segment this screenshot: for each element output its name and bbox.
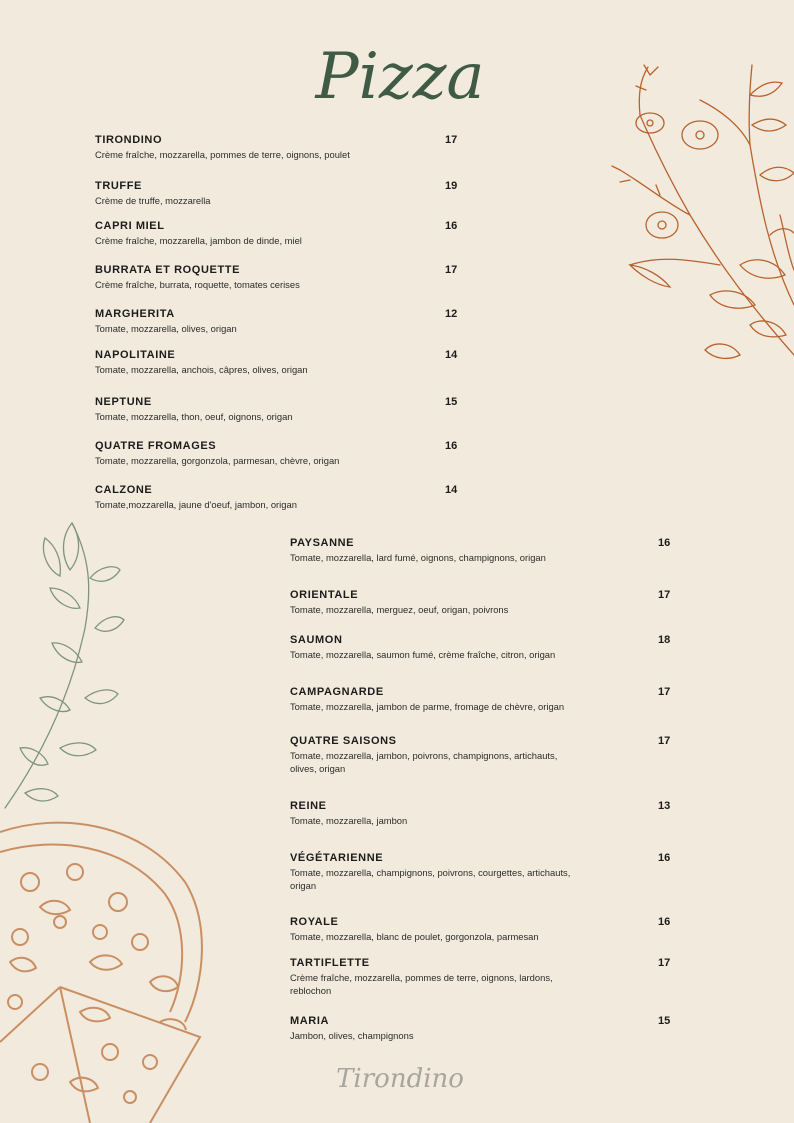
item-description: Tomate, mozzarella, lard fumé, oignons, champignons, origan	[290, 552, 546, 563]
item-price: 17	[445, 134, 458, 146]
item-description: Crème fraîche, burrata, roquette, tomates cerises	[95, 279, 300, 290]
item-price: 16	[445, 220, 458, 232]
menu-item-paysanne	[290, 537, 671, 564]
item-price: 14	[445, 349, 458, 361]
pizza-illustration	[0, 812, 210, 1123]
menu-item-orientale	[290, 589, 671, 616]
item-description: Crème fraîche, mozzarella, jambon de dinde, miel	[95, 235, 302, 246]
menu-item-reine	[290, 800, 671, 827]
item-name: CALZONE	[95, 484, 153, 496]
item-description: Tomate, mozzarella, anchois, câpres, olives, origan	[95, 364, 308, 375]
item-price: 16	[658, 537, 671, 549]
menu-item-maria	[290, 1015, 671, 1042]
item-description: Tomate, mozzarella, saumon fumé, crème fraîche, citron, origan	[290, 649, 556, 660]
item-name: QUATRE FROMAGES	[95, 440, 217, 452]
menu-title	[300, 18, 500, 128]
brand-logo	[330, 1055, 470, 1101]
menu-item-vegetarienne	[290, 852, 671, 892]
menu-item-margherita	[95, 308, 458, 335]
item-name: PAYSANNE	[290, 537, 355, 549]
menu-item-truffe	[95, 180, 458, 207]
menu-item-burrata-et-roquette	[95, 264, 458, 291]
menu-item-capri-miel	[95, 220, 458, 247]
item-description: Tomate, mozzarella, thon, oeuf, oignons, origan	[95, 411, 293, 422]
item-price: 12	[445, 308, 458, 320]
menu-item-napolitaine	[95, 349, 458, 376]
menu-item-quatre-fromages	[95, 440, 458, 467]
item-name: REINE	[290, 800, 327, 812]
menu-item-tartiflette	[290, 957, 671, 997]
item-name: TIRONDINO	[95, 134, 163, 146]
item-description: Tomate, mozzarella, jambon, poivrons, champignons, artichauts, olives, origan	[290, 750, 558, 774]
item-description: Tomate, mozzarella, olives, origan	[95, 323, 237, 334]
item-name: TARTIFLETTE	[290, 957, 370, 969]
item-description: Crème de truffe, mozzarella	[95, 195, 211, 206]
item-description: Tomate,mozzarella, jaune d'oeuf, jambon, origan	[95, 499, 297, 510]
item-name: BURRATA ET ROQUETTE	[95, 264, 241, 276]
item-price: 17	[445, 264, 458, 276]
item-description: Tomate, mozzarella, blanc de poulet, gorgonzola, parmesan	[290, 931, 539, 942]
item-name: MARIA	[290, 1015, 330, 1027]
menu-item-quatre-saisons	[290, 735, 671, 775]
item-price: 17	[658, 735, 671, 747]
item-price: 15	[658, 1015, 671, 1027]
item-name: MARGHERITA	[95, 308, 175, 320]
item-name: NEPTUNE	[95, 396, 152, 408]
item-price: 15	[445, 396, 458, 408]
item-price: 16	[445, 440, 458, 452]
item-description: Tomate, mozzarella, jambon	[290, 815, 408, 826]
item-price: 16	[658, 916, 671, 928]
item-name: SAUMON	[290, 634, 343, 646]
item-price: 17	[658, 957, 671, 969]
item-description: Crème fraîche, mozzarella, pommes de terre, oignons, poulet	[95, 149, 350, 160]
menu-item-campagnarde	[290, 686, 671, 713]
menu-item-saumon	[290, 634, 671, 661]
item-description: Crème fraîche, mozzarella, pommes de terre, oignons, lardons, reblochon	[290, 972, 553, 996]
item-price: 18	[658, 634, 671, 646]
item-name: ORIENTALE	[290, 589, 359, 601]
item-name: ROYALE	[290, 916, 339, 928]
item-description: Tomate, mozzarella, jambon de parme, fromage de chèvre, origan	[290, 701, 565, 712]
item-price: 19	[445, 180, 458, 192]
menu-item-royale	[290, 916, 671, 943]
item-name: NAPOLITAINE	[95, 349, 176, 361]
item-price: 17	[658, 589, 671, 601]
menu-item-calzone	[95, 484, 458, 511]
brand-logo-text: Tirondino	[336, 1064, 464, 1094]
menu-title-text: Pizza	[315, 40, 485, 114]
item-description: Tomate, mozzarella, champignons, poivrons, courgettes, artichauts, origan	[290, 867, 571, 891]
item-name: VÉGÉTARIENNE	[290, 852, 384, 864]
item-price: 16	[658, 852, 671, 864]
item-name: CAMPAGNARDE	[290, 686, 384, 698]
item-name: QUATRE SAISONS	[290, 735, 397, 747]
item-description: Jambon, olives, champignons	[290, 1030, 414, 1041]
item-description: Tomate, mozzarella, gorgonzola, parmesan, chèvre, origan	[95, 455, 340, 466]
item-name: TRUFFE	[95, 180, 142, 192]
flower-branch-illustration	[600, 55, 794, 385]
menu-item-neptune	[95, 396, 458, 423]
item-description: Tomate, mozzarella, merguez, oeuf, origan, poivrons	[290, 604, 509, 615]
item-price: 17	[658, 686, 671, 698]
item-name: CAPRI MIEL	[95, 220, 165, 232]
item-price: 14	[445, 484, 458, 496]
menu-item-tirondino	[95, 134, 458, 161]
item-price: 13	[658, 800, 671, 812]
leaf-branch-illustration	[0, 518, 130, 818]
